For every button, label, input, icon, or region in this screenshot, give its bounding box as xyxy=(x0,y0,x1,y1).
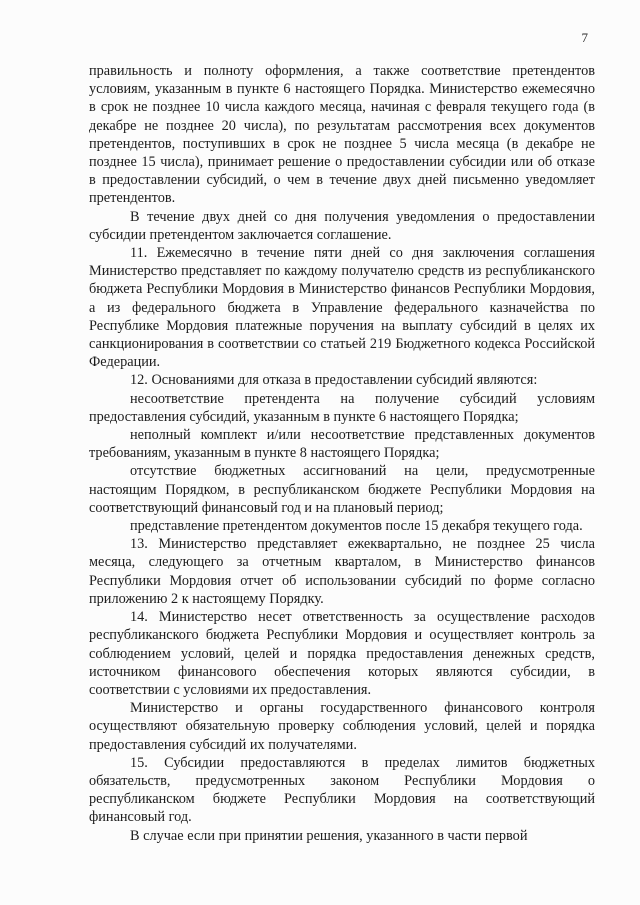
paragraph: отсутствие бюджетных ассигнований на цели, предусмотренные настоящим Порядком, в республиканском бюджете Республики Мордовия на соответствующий финансовый год и на плановый период; xyxy=(89,463,595,516)
paragraph: представление претендентом документов после 15 декабря текущего года. xyxy=(130,518,583,535)
paragraph: 13. Министерство представляет ежеквартально, не позднее 25 числа месяца, следующего за отчетным кварталом, в Министерство финансов Республики Мордовия отчет об использовании субсидий по форме согласно приложению 2 к настоящему Порядку. xyxy=(89,536,595,607)
paragraph: 11. Ежемесячно в течение пяти дней со дня заключения соглашения Министерство представляет по каждому получателю средств из республиканского бюджета Республики Мордовия в Министерство финансов Республики Мордовия, а из федерального бюджета в Управление федерального казначейства по Республике Мордовия платежные поручения на выплату субсидий в целях их санкционирования в соответствии со статьей 219 Бюджетного кодекса Российской Федерации. xyxy=(89,245,595,371)
paragraph: правильность и полноту оформления, а также соответствие претендентов условиям, указанным в пункте 6 настоящего Порядка. Министерство ежемесячно в срок не позднее 10 числа каждого месяца, начиная с февраля текущего года (в декабре не позднее 20 числа), по результатам рассмотрения всех документов претендентов, поступивших в срок не позднее 5 числа месяца (в декабре не позднее 15 числа), принимает решение о предоставлении субсидии или об отказе в предоставлении субсидий, о чем в течение двух дней письменно уведомляет претендентов. xyxy=(89,63,595,207)
paragraph: 15. Субсидии предоставляются в пределах лимитов бюджетных обязательств, предусмотренных законом Республики Мордовия о республиканском бюджете Республики Мордовия на соответствующий финансовый год. xyxy=(89,754,595,826)
paragraph: 14. Министерство несет ответственность за осуществление расходов республиканского бюджета Республики Мордовия и осуществляет контроль за соблюдением условий, целей и порядка предоставления денежных средств, источником финансового обеспечения которых являются субсидии, в соответствии с условиями их предоставления. xyxy=(89,609,595,698)
document-body xyxy=(89,62,595,845)
page-number: 7 xyxy=(581,30,588,45)
paragraph: 12. Основаниями для отказа в предоставлении субсидий являются: xyxy=(130,372,538,389)
paragraph: Министерство и органы государственного финансового контроля осуществляют обязательную проверку соблюдения условий, целей и порядка предоставления субсидий их получателями. xyxy=(89,700,595,753)
paragraph: несоответствие претендента на получение субсидий условиям предоставления субсидий, указанным в пункте 6 настоящего Порядка; xyxy=(89,390,595,425)
paragraph: неполный комплект и/или несоответствие представленных документов требованиям, указанным в пункте 8 настоящего Порядка; xyxy=(89,427,595,462)
paragraph: В течение двух дней со дня получения уведомления о предоставлении субсидии претендентом заключается соглашение. xyxy=(89,208,595,243)
paragraph: В случае если при принятии решения, указанного в части первой xyxy=(130,827,528,844)
